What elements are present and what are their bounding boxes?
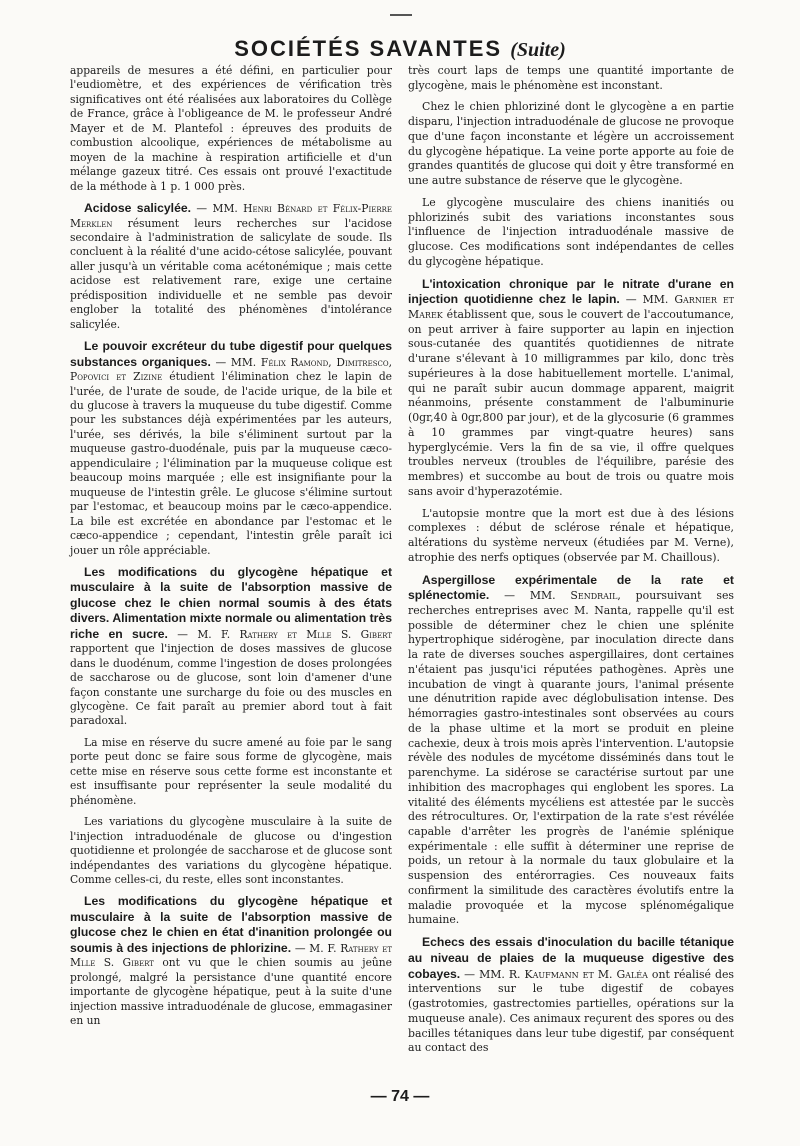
section-entry: Echecs des essais d'inoculation du bacille tétanique au niveau de plaies de la muqueuse digestive des cobayes. — MM. R. Kaufmann et M. Galéa ont réalisé des interventions sur le tube digestif de cobayes (gastrotomies, gastrectomies partielles, opérations sur la muqueuse anale). Ces animaux reçurent des spores ou des bacilles tétaniques dans leur tube digestif, par conséquent au contact des <box>408 935 734 1055</box>
section-authors: MM. Sendrail <box>529 589 618 603</box>
paragraph-text: Chez le chien phloriziné dont le glycogène a en partie disparu, l'injection intraduodénale de glucose ne provoque que d'une façon inconstante et légère un accroissement du glycogène hépatique. La veine porte apporte au foie de grandes quantités de glucose qui doit y être transformé en une autre substance de réserve que le glycogène. <box>408 100 734 188</box>
paragraph <box>408 507 734 566</box>
left-column <box>70 64 392 1036</box>
section-text: ont réalisé des interventions sur le tube digestif de cobayes (gastrotomies, gastrectomies partielles, opérations sur la muqueuse anale). Ces animaux reçurent des spores ou des bacilles tétaniques dans leur tube digestif, par conséquent au contact des <box>408 967 734 1055</box>
paragraph-text: très court laps de temps une quantité importante de glycogène, mais le phénomène est inconstant. <box>408 64 734 92</box>
paragraph <box>70 736 392 808</box>
page-title: SOCIÉTÉS SAVANTES <box>234 36 503 61</box>
paragraph-text: La mise en réserve du sucre amené au foie par le sang porte peut donc se faire sous forme de glycogène, mais cette mise en réserve sous cette forme est inconstante et est insuffisante pour représenter la seule modalité du phénomène. <box>70 735 392 807</box>
section-text: rapportent que l'injection de doses massives de glucose dans le duodénum, comme l'ingestion de doses prolongées de saccharose ou de glucose, sont loin d'amener d'une façon constante une surcharge du foie ou des muscles en glycogène. Ce fait paraît au premier abord tout à fait paradoxal. <box>70 642 392 728</box>
paragraph <box>408 100 734 188</box>
section-heading: Aspergillose expérimentale de la rate et splénectomie. <box>408 572 734 603</box>
section-text: établissent que, sous le couvert de l'accoutumance, on peut arriver à faire supporter au lapin en injection sous-cutanée des quantités quotidiennes de nitrate d'urane s'élevant à 10 milligrammes par kilo, donc très supérieures à la dose habituellement mortelle. L'animal, qui ne paraît subir aucun dommage apparent, maigrit néanmoins, présente constamment de l'albuminurie (0gr,40 à 0gr,800 par jour), et de la glycosurie (6 grammes à 10 grammes par vingt-quatre heures) sans hyperglycémie. Vers la fin de sa vie, il offre quelques troubles nerveux (troubles de l'équilibre, parésie des membres) et succombe au bout de trois ou quatre mois sans avoir d'hyperazotémie. <box>408 308 734 498</box>
section-authors: MM. Félix Ramond, Dimitresco, Popovici et Zizine <box>70 355 392 384</box>
section-entry: Acidose salicylée. — MM. Henri Bénard et Félix-Pierre Merklen résument leurs recherches sur l'acidose secondaire à l'administration de salicylate de soude. Ils concluent à la réalité d'une acido-cétose salicylée, pouvant aller jusqu'à un véritable coma acétonémique ; mais cette acidose est relativement rare, exige une certaine prédisposition individuelle et ne semble pas devoir englober la totalité des phénomènes d'intolérance salicylée. <box>70 201 393 331</box>
section-heading: Les modifications du glycogène hépatique et musculaire à la suite de l'absorption massive de glucose chez le chien en état d'inanition prolongée ou soumis à des injections de phlorizine. <box>70 894 392 955</box>
section-text: ont vu que le chien soumis au jeûne prolongé, malgré la persistance d'une quantité encore importante de glycogène hépatique, peut à la suite d'une injection massive intraduodénale de glucose, emmagasiner en un <box>70 956 392 1028</box>
section-authors: MM. R. Kaufmann et M. Galéa <box>479 967 648 981</box>
section-heading: Echecs des essais d'inoculation du bacille tétanique au niveau de plaies de la muqueuse digestive des cobayes. <box>408 935 734 981</box>
section-authors: M. F. Rathery et Mlle S. Gibert <box>70 941 392 970</box>
paragraph-text: Les variations du glycogène musculaire à la suite de l'injection intraduodénale de glucose ou d'ingestion quotidienne et prolongée de saccharose et de glucose sont indépendantes des variations du glycogène hépatique. Comme celles-ci, du reste, elles sont inconstantes. <box>70 815 392 887</box>
section-heading: Le pouvoir excréteur du tube digestif pour quelques substances organiques. <box>70 339 392 369</box>
paragraph-text: L'autopsie montre que la mort est due à des lésions complexes : début de sclérose rénale et hépatique, altérations du système nerveux (étudiées par M. Verne), atrophie des nerfs optiques (observée par M. Chaillous). <box>408 506 734 564</box>
section-entry: L'intoxication chronique par le nitrate d'urane en injection quotidienne chez le lapin. — MM. Garnier et Marek établissent que, sous le couvert de l'accoutumance, on peut arriver à faire supporter au lapin en injection sous-cutanée des quantités quotidiennes de nitrate d'urane s'élevant à 10 milligrammes par kilo, donc très supérieures à la dose habituellement mortelle. L'animal, qui ne paraît subir aucun dommage apparent, maigrit néanmoins, présente constamment de l'albuminurie (0gr,40 à 0gr,800 par jour), et de la glycosurie (6 grammes à 10 grammes par vingt-quatre heures) sans hyperglycémie. Vers la fin de sa vie, il offre quelques troubles nerveux (troubles de l'équilibre, parésie des membres) et succombe au bout de trois ou quatre mois sans avoir d'hyperazotémie. <box>408 276 734 498</box>
paragraph <box>408 196 734 270</box>
page-title-suite: (Suite) <box>510 39 566 61</box>
section-text: résument leurs recherches sur l'acidose secondaire à l'administration de salicylate de soude. Ils concluent à la réalité d'une acido-cétose salicylée, pouvant aller jusqu'à un véritable coma acétonémique ; mais cette acidose est relativement rare, exige une certaine prédisposition individuelle et ne semble pas devoir englober la totalité des phénomènes d'intolérance salicylée. <box>70 216 392 331</box>
top-ornament <box>390 14 412 16</box>
section-authors: MM. Garnier et Marek <box>408 293 734 322</box>
right-column <box>408 64 734 1063</box>
page-header <box>0 36 800 62</box>
paragraph-continued <box>70 64 392 194</box>
section-authors: M. F. Rathery et Mlle S. Gibert <box>197 627 392 641</box>
section-entry: Le pouvoir excréteur du tube digestif pour quelques substances organiques. — MM. Félix Ramond, Dimitresco, Popovici et Zizine étudient l'élimination chez le lapin de l'urée, de l'urate de soude, de l'acide urique, de la bile et du glucose à travers la muqueuse du tube digestif. Comme pour les substances déjà expérimentées par les auteurs, l'urée, ses dérivés, la bile s'éliminent surtout par la muqueuse gastro-duodénale, puis par la muqueuse cæco-appendiculaire ; l'élimination par la muqueuse colique est beaucoup moins marquée ; elle est insignifiante pour la muqueuse de l'intestin grêle. Le glucose s'élimine surtout par l'estomac, et beaucoup moins par le cæco-appendice. La bile est excrétée en abondance par l'estomac et le cæco-appendice ; cependant, l'intestin grêle paraît ici jouer un rôle appréciable. <box>70 339 392 557</box>
page-number: — 74 — <box>370 1088 430 1105</box>
paragraph-text: Le glycogène musculaire des chiens inanitiés ou phlorizinés subit des variations inconstantes sous l'influence de l'injection intraduodénale massive de glucose. Ces modifications sont indépendantes de celles du glycogène hépatique. <box>408 195 734 268</box>
section-entry: Les modifications du glycogène hépatique et musculaire à la suite de l'absorption massive de glucose chez le chien en état d'inanition prolongée ou soumis à des injections de phlorizine. — M. F. Rathery et Mlle S. Gibert ont vu que le chien soumis au jeûne prolongé, malgré la persistance d'une quantité encore importante de glycogène hépatique, peut à la suite d'une injection massive intraduodénale de glucose, emmagasiner en un <box>70 894 392 1028</box>
section-heading: Les modifications du glycogène hépatique et musculaire à la suite de l'absorption massive de glucose chez le chien normal soumis à des états divers. Alimentation mixte normale ou alimentation très riche en sucre. <box>70 564 392 641</box>
paragraph-text: appareils de mesures a été défini, en particulier pour l'eudiomètre, et des expériences de vérification très significatives ont été réalisées aux laboratoires du Collège de France, grâce à l'obligeance de M. le professeur André Mayer et de M. Plantefol : épreuves des produits de combustion alcoolique, expériences de métabolisme au moyen de la machine à respiration artificielle et d'un mélange gazeux titré. Ces essais ont prouvé l'exactitude de la méthode à 1 p. 1 000 près. <box>70 64 392 193</box>
paragraph <box>70 815 392 887</box>
section-authors: MM. Henri Bénard et Félix-Pierre Merklen <box>70 202 393 230</box>
section-text: , poursuivant ses recherches entreprises avec M. Nanta, rappelle qu'il est possible de déterminer chez le chien une splénite hypertrophique sidérogène, par inoculation directe dans la rate de diverses souches aspergillaires, dont certaines n'étaient pas jusqu'ici réputées pathogènes. Après une incubation de vingt à quarante jours, l'animal présente une dénutrition rapide avec déglobulisation intense. Des hémorragies gastro-intestinales sont observées au cours de la phase ultime et la mort se produit en pleine cachexie, deux à trois mois après l'intervention. L'autopsie révèle des nodules de mycétome disséminés dans tout le parenchyme. La sidérose se caractérise surtout par une inhibition des macrophages qui englobent les spores. La vitalité des éléments mycéliens est attestée par le succès des rétrocultures. Or, l'extirpation de la rate s'est révélée capable d'arrêter les progrès de l'anémie splénique expérimentale : elle suffit à déterminer une reprise de poids, un retour à la normale du taux globulaire et la suspension des entérorragies. Ces nouveaux faits confirment la similitude des caractères évolutifs entre la maladie provoquée et la mycose splénomégalique humaine. <box>408 589 734 927</box>
paragraph-continued <box>408 64 734 93</box>
section-entry: Aspergillose expérimentale de la rate et splénectomie. — MM. Sendrail, poursuivant ses recherches entreprises avec M. Nanta, rappelle qu'il est possible de déterminer chez le chien une splénite hypertrophique sidérogène, par inoculation directe dans la rate de diverses souches aspergillaires, dont certaines n'étaient pas jusqu'ici réputées pathogènes. Après une incubation de vingt à quarante jours, l'animal présente une dénutrition rapide avec déglobulisation intense. Des hémorragies gastro-intestinales sont observées au cours de la phase ultime et la mort se produit en pleine cachexie, deux à trois mois après l'intervention. L'autopsie révèle des nodules de mycétome disséminés dans tout le parenchyme. La sidérose se caractérise surtout par une inhibition des macrophages qui englobent les spores. La vitalité des éléments mycéliens est attestée par le succès des rétrocultures. Or, l'extirpation de la rate s'est révélée capable d'arrêter les progrès de l'anémie splénique expérimentale : elle suffit à déterminer une reprise de poids, un retour à la normale du taux globulaire et la suspension des entérorragies. Ces nouveaux faits confirment la similitude des caractères évolutifs entre la maladie provoquée et la mycose splénomégalique humaine. <box>408 572 734 927</box>
section-text: étudient l'élimination chez le lapin de l'urée, de l'urate de soude, de l'acide urique, de la bile et du glucose à travers la muqueuse du tube digestif. Comme pour les substances déjà expérimentées par les auteurs, l'urée, ses dérivés, la bile s'éliminent surtout par la muqueuse gastro-duodénale, puis par la muqueuse cæco-appendiculaire ; l'élimination par la muqueuse colique est beaucoup moins marquée ; elle est insignifiante pour la muqueuse de l'intestin grêle. Le glucose s'élimine surtout par l'estomac, et beaucoup moins par le cæco-appendice. La bile est excrétée en abondance par l'estomac et le cæco-appendice ; cependant, l'intestin grêle paraît ici jouer un rôle appréciable. <box>70 370 392 557</box>
section-entry: Les modifications du glycogène hépatique et musculaire à la suite de l'absorption massive de glucose chez le chien normal soumis à des états divers. Alimentation mixte normale ou alimentation très riche en sucre. — M. F. Rathery et Mlle S. Gibert rapportent que l'injection de doses massives de glucose dans le duodénum, comme l'ingestion de doses prolongées de saccharose ou de glucose, sont loin d'amener d'une façon constante une surcharge du foie ou des muscles en glycogène. Ce fait paraît au premier abord tout à fait paradoxal. <box>70 564 392 728</box>
section-heading: L'intoxication chronique par le nitrate d'urane en injection quotidienne chez le lapin. <box>408 276 734 307</box>
section-heading: Acidose salicylée. <box>84 201 192 216</box>
